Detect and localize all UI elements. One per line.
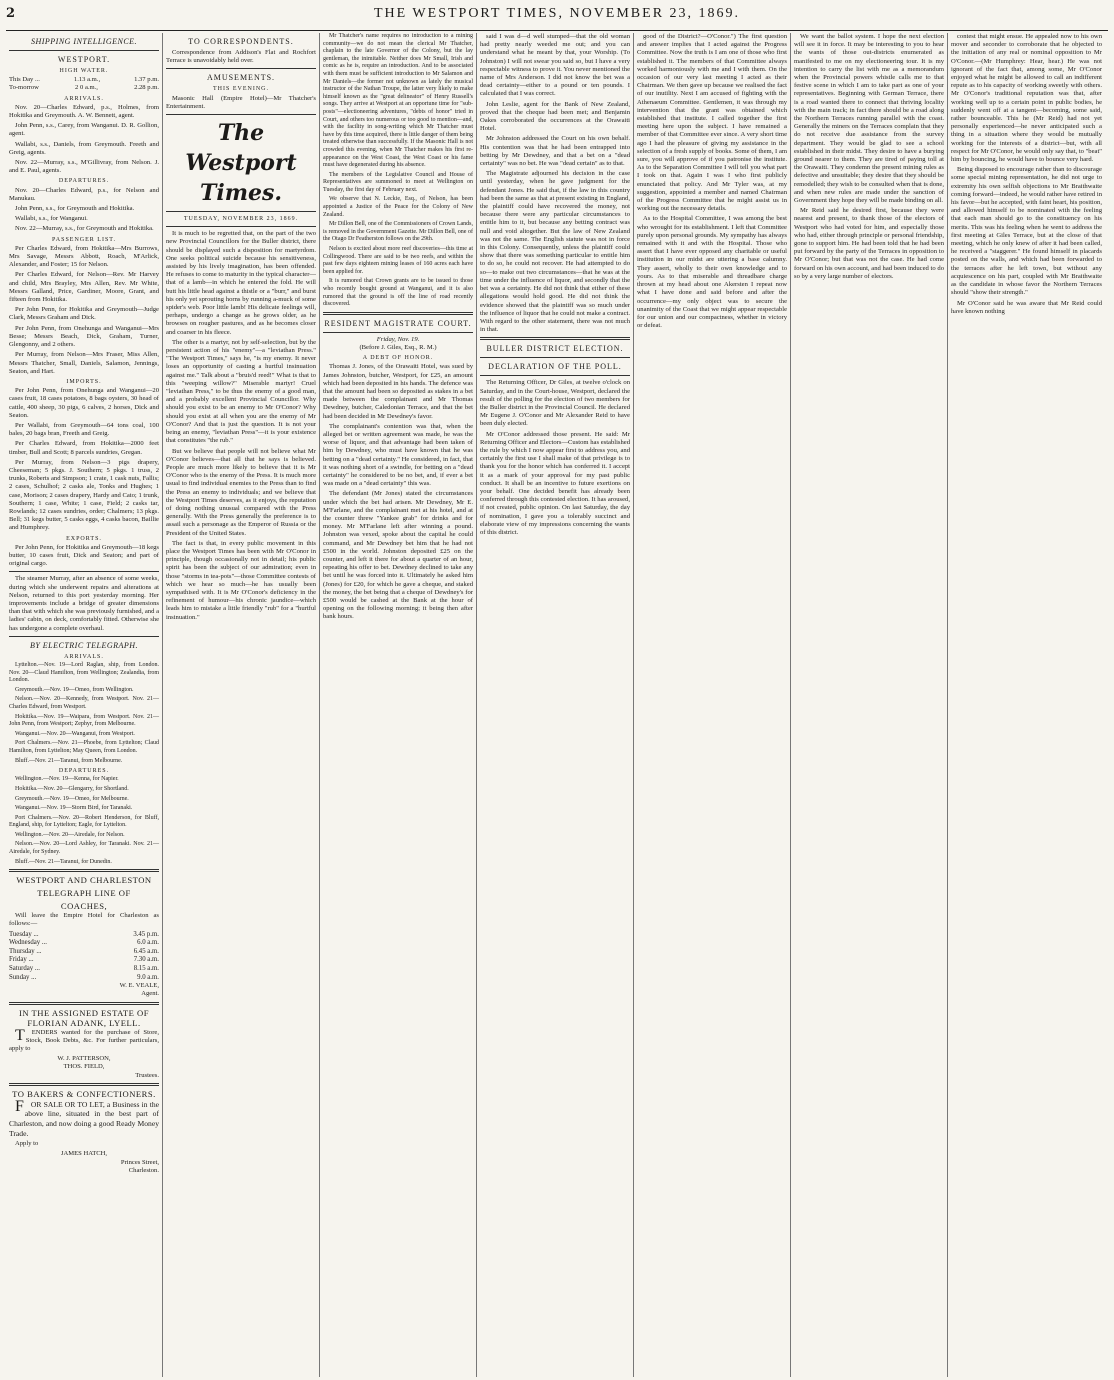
leader-paragraph: It is much to be regretted that, on the part of the two new Provincial Councillors for the Buller district, there should be displayed such a disposition for martyrdom. One seeks political suicide because his sensitiveness, assisted by his lively imagination, has been offended. He refuses to come to maturity in the typical character—that of a lamb—in which he entered the fold. He will butt his little head against a thistle or a "burr," and burst his only yet sprouting horns by running a-muck of some spider's web. Poor little lamb! His delicate feelings will, perhaps, undergo a change as he grows older, as he browses on rougher pastures, and as he becomes closer and coarser in his fleece. (166, 230, 316, 336)
telegraph-departure: Bluff.—Nov. 21—Taranui, for Dunedin. (15, 858, 112, 865)
schedule-row: Thursday ... 6.45 a.m. (9, 947, 159, 955)
telegraph-departure: Port Chalmers.—Nov. 20—Robert Henderson, for Bluff, England, ship, for Lyttelton; Eagle, for Lyttelton. (9, 814, 159, 829)
running-head: THE WESTPORT TIMES, NOVEMBER 23, 1869. (373, 6, 741, 21)
column-5 (634, 33, 791, 1377)
arrival-entry: Nov. 20—Charles Edward, p.s., Holmes, from Hokitika and Greymouth. A. W. Bennett, agent. (9, 103, 159, 120)
column-4 (477, 33, 634, 1377)
amusements-sub: THIS EVENING. (213, 86, 269, 93)
passenger-entry: Per John Penn, from Onehunga and Wanganui—Mrs Besse; Messrs Beach, Dick, Graham, Turner, Glengonny, and 2 others. (9, 324, 159, 349)
arrival-entry: Wallabi, s.s., Daniels, from Greymouth. Freeth and Greig, agents. (9, 140, 159, 156)
telegraph-arrival: Hokitika.—Nov. 19—Waipara, from Westport. Nov. 21—John Penn, from Westport; Zephyr, from Melbourne. (9, 713, 159, 728)
leader-paragraph: The other is a martyr, not by self-selection, but by the persistent action of his "enemy"—a "leviathan Press." "The Westport Times," says he, "is my enemy. It never loses an opportunity of casting a hurtful insinuation against me." Talk about a "bruis'd reed!" What is that to this "weeping willow?" Miserable martyr! Cruel "leviathan Press," to be thus the enemy of a good man, and a probably excellent Provincial Councillor. Why should you exist to be an enemy to Mr O'Conor? Why should you exist at all when you are the enemy of Mr O'Conor? And that is just the question. It is not your being an enemy, "leviathan Press"—it is your existence that constitutes "the rub." (166, 338, 316, 445)
speech-paragraph: Being disposed to encourage rather than to discourage some special mining representation, he did not urge to extremity his own selfish objections to Mr Braithwaite coming forward—indeed, he would rather have retired in his favor—but he accepted, with faint heart, his position, and allowed himself to be nominated with the feeling that each man should go to the constituency on his merits. This was his feeling when he went to address the first meeting at Giles Terrace, but at the close of that meeting, which he only knew of after it had been called, he received a "staggerer." He found himself in placards posted on the walls, and which had been forwarded to the terraces after he left town, but without any acquiescence on his part, coupled with Mr Braithwaite as the candidate in whose favor the Northern Terraces should "show their strength." (951, 166, 1102, 297)
election-subheading: DECLARATION OF THE POLL. (488, 362, 622, 372)
tide-row: This Day ... 1.13 a.m., 1.37 p.m. (9, 76, 159, 84)
import-entry: Per Murray, from Nelson—3 pigs drapery, Cheeseman; 5 pkgs. J. Southern; 5 pkgs. 1 truss, 2 trunks, Roberts and Simpson; 1 crate, 1 cask nuts, Fallis; 2 cases, Schulhof; 2 casks ale, Tonks and Hughes; 1 case, Morison; 2 cases drapery, Hardy and Cato; 1 trunk, Southern; 1 case, White; 1 case, Field; 2 casks tar, Rowlands; 12 cases sundries, order; Chalmers; 13 pkgs. Bell; 31 kegs butter, 5 casks eggs, 4 casks bacon, Baillie and Humphrey. (9, 458, 159, 532)
news-note: Nelson is excited about more reef discoveries—this time at Collingwood. There are said to be two reefs, and within the past few days eighteen mining leases of 160 acres each have been applied for. (323, 246, 473, 275)
report-paragraph: Mr Johnston addressed the Court on his own behalf. His contention was that he had been entrapped into betting by Mr Dewdney, and that a bet on a "dead certainty" was no bet. He was "dead certain" as to that. (480, 135, 630, 168)
speech-paragraph: Mr Reid said he desired first, because they were nearest and present, to thank those of the electors of Westport who had voted for him, and especially those who had, either through principle or personal friendship, gone to support him. He had been told that he had been put forward by the party of the Terraces in opposition to Mr O'Conor; but that was not the case. He had come forward on his own account, and had been induced to do so by a very large number of electors. (794, 207, 944, 280)
leader-paragraph: The fact is that, in every public movement in this place the Westport Times has been with Mr O'Conor in principle, though occasionally not in detail; his public spirit has been the subject of our admiration; even in those "storms in tea-pots"—those Committee contests of which we hear so much—he has usually been sympathised with. It is Mr O'Conor's deficiency in the refinement of humour—his chronic jaundice—which leads him to mistake a little friendly "rub" for a "hurtful insinuation." (166, 539, 316, 621)
estate-ad-signer: W. J. PATTERSON, (57, 1055, 111, 1063)
court-paragraph: The defendant (Mr Jones) stated the circumstances under which the bet had arisen. Mr Dewdney, Mr E. M'Farlane, and the complainant met at his hotel, and at the counter threw "Yankee grab" for drinks and for money. Mr M'Farlane left after winning a pound. Johnston was vexed, spoke about the capital he could command, and Mr Dewdney bet him that he had not £500 in the world. Johnston deposited £25 on the counter, and left it there for about a quarter of an hour, repeating his offer to bet. Dewdney declined to take any bet until he was forced into it. Ultimately he asked him (Jones) for £20, for which he gave a cheque, and staked the money, the bet being that a cheque of Dewdney's for £500 would be cashed at the Bank at the hour of opening on the following morning; it being then after bank hours. (323, 490, 473, 621)
tide-heading: HIGH WATER. (59, 68, 109, 74)
arrivals-heading: ARRIVALS. (64, 95, 104, 102)
election-heading: BULLER DISTRICT ELECTION. (486, 344, 624, 354)
estate-ad-role: Trustees. (135, 1071, 159, 1079)
news-note: Mr Dillon Bell, one of the Commissioners of Crown Lands, is removed in the Government Gazette. Mr Dillon Bell, one of the Otago Dr Featherston follows on the 29th. (323, 221, 473, 243)
tide-row: To-morrow 2 0 a.m., 2.28 p.m. (9, 84, 159, 92)
departures-heading: DEPARTURES. (58, 178, 110, 185)
telegraph-departure: Hokitika.—Nov. 20—Glengarry, for Shortland. (15, 785, 129, 792)
import-entry: Per Charles Edward, from Hokitika—2000 feet timber, Bull and Scott; 8 parcels sundries, Gregan. (9, 440, 159, 456)
news-note: The members of the Legislative Council and House of Representatives are summoned to meet at Wellington on Tuesday, the first day of February next. (323, 171, 473, 193)
column-7 (948, 33, 1105, 1377)
correspondents-heading: TO CORRESPONDENTS. (188, 37, 294, 46)
telegraph-arrival: Port Chalmers.—Nov. 21—Phoebe, from Lyttelton; Claud Hamilton, from Lyttelton; May Queen, from London. (9, 740, 159, 754)
passenger-entry: Per Murray, from Nelson—Mrs Fraser, Miss Allen, Messrs Thatcher, Small, Daniels, Salamon, Jennings, Seaton, and Hart. (9, 351, 159, 375)
page-number: 2 (6, 6, 16, 21)
shipping-notice: The steamer Murray, after an absence of some weeks, during which she underwent repairs and alterations at Nelson, returned to this port yesterday morning. Her improvements include a bridge of greater dimensions than that with which she was previously furnished, and a ladies' cabin, on deck, comfortably fitted. Otherwise she has undergone a complete overhaul. (9, 575, 159, 632)
court-heading: RESIDENT MAGISTRATE COURT. (324, 318, 472, 328)
report-paragraph: The Magistrate adjourned his decision in the case until yesterday, when he gave judgment for the defendant Jones. He said that, if the law in this country had been the same as that at present existing in England, the plaintiff could have recovered the money, not because there were any particular circumstances to entitle him to it, but because any betting contract was null and void altogether. But the law of New Zealand was not the same. The English statute was not in force in this Colony. Consequently, unless the plaintiff could show that there was something particular to entitle him to do so, he could not recover. He had attempted to do so—to make out two circumstances—that he was at the time under the influence of liquor, and secondly that the bet was a certainty. He did not think that either of these allegations would hold good. He did not think the evidence showed that the plaintiff was so much under the influence of liquor that he could not make a contract. With regard to the other statement, there was not much in that. (480, 170, 630, 334)
schedule-row: Wednesday ... 6.0 a.m. (9, 939, 159, 947)
schedule-row: Sunday ... 9.0 a.m. (9, 973, 159, 981)
telegraph-departure: Greymouth.—Nov. 19—Omeo, for Melbourne. (15, 795, 129, 802)
arrival-entry: John Penn, s.s., Carey, from Wanganui. D. R. Gollion, agent. (9, 122, 159, 138)
column-3 (320, 33, 477, 1377)
column-1 (6, 33, 163, 1377)
court-paragraph: Thomas J. Jones, of the Orawaiti Hotel, was sued by James Johnston, butcher, Westport, for £25, an amount which had been deposited in his hands. The defence was that the amount had been so deposited as stakes in a bet made between the complainant and Mr Thomas Dewdney, butcher, Caledonian Terrace, and that the bet had been decided in Mr Dewdney's favor. (323, 363, 473, 420)
passenger-heading: PASSENGER LIST. (51, 236, 116, 243)
column-6 (791, 33, 948, 1377)
telegraph-departures-heading: DEPARTURES. (58, 768, 110, 775)
coach-ad-signature: W. E. VEALE, (119, 982, 159, 990)
departure-entry: Nov. 20—Charles Edward, p.s., for Nelson and Manukau. (9, 186, 159, 202)
dateline: TUESDAY, NOVEMBER 23, 1869. (183, 216, 299, 223)
column-2 (163, 33, 320, 1377)
schedule-row: Saturday ... 8.15 a.m. (9, 965, 159, 973)
telegraph-departure: Nelson.—Nov. 20—Lord Ashley, for Taranaki. Nov. 21—Airedale, for Sydney. (9, 841, 159, 856)
telegraph-arrival: Bluff.—Nov. 21—Taranui, from Melbourne. (15, 757, 123, 764)
report-paragraph: said I was d—d well stumped—that the old woman had pretty nearly weeded me out; and you can understand what he meant by that, your Worship. (To Johnston) I will not swear you said so, but I have a very respectable witness to prove it. You never mentioned the name of Mrs Anderson. I did not know the bet was a dead certainty—either to a pound or ten pounds. I calculated that I was correct. (480, 33, 630, 98)
amusements-heading: AMUSEMENTS. (206, 73, 276, 83)
telegraph-arrival: Wanganui.—Nov. 20—Wanganui, from Westport. (15, 730, 135, 737)
export-entry: Per John Penn, for Hokitika and Greymouth—18 kegs butter, 10 cases fruit, Dick and Seaton; and part of original cargo. (9, 543, 159, 568)
news-note: We observe that N. Leckie, Esq., of Nelson, has been appointed a Justice of the Peace for the Colony of New Zealand. (323, 196, 473, 218)
telegraph-arrival: Greymouth.—Nov. 19—Omeo, from Wellington. (15, 686, 134, 693)
election-paragraph: Mr O'Conor addressed those present. He said: Mr Returning Officer and Electors—Custom has established the rule by which I now appear first to address you, and certainly the first use I shall make of that privilege is to thank you for the honor which has conferred it. I accept it as a mark of your approval for my past public conduct. It shall be an incentive to future exertions on your behalf. One decided benefit has already been conferred through this contested election. It has aroused, if not created, public opinion. On last Saturday, the day of nomination, I gave you a tolerably succinct and elaborate view of my impressions concerning the wants of this district. (480, 430, 630, 536)
passenger-entry: Per Charles Edward, from Hokitika—Mrs Burrows, Mrs Savage, Messrs Abbott, Roach, M'Arlick, Alexander, and Foster; 15 for Nelson. (9, 244, 159, 269)
departure-entry: Wallabi, s.s., for Wanganui. (15, 215, 88, 223)
leader-paragraph: But we believe that people will not believe what Mr O'Conor believes—that all that he says is believed. People are much more likely to believe that it is Mr O'Conor who is the enemy of the Press. It is much more usual to find individual enemies to the Press than to find the Press an enemy to individuals; and we believe that the Westport Times deserves, as it enjoys, the reputation of doing nothing unusual compared with the Press generally. With the Press generally the preference is to assail such a personage as the Emperor of Russia or the President of the United States. (166, 447, 316, 537)
speech-paragraph: As to the Hospital Committee, I was among the best who wrought for its establishment. I left that Committee purely upon personal grounds. My sympathy has always remained with it and with the Hospital. Those who assert that I have ever opposed any charitable or useful institution in our midst are uttering a base calumny. They assert, wholly to their own knowledge and to yours. As to that miserable and threadbare charge thrown at my head about one Akersten I repeat now what I have done and said before and after the occurrence—my only object was to secure the unanimity of the Coast that we might appear respectable for our union and our compactness, whether in victory or defeat. (637, 215, 787, 330)
departure-entry: Nov. 22—Murray, s.s., for Greymouth and Hokitika. (15, 225, 154, 233)
columns (6, 33, 1108, 1377)
telegraph-arrivals-heading: ARRIVALS. (64, 653, 104, 660)
telegraph-departure: Wanganui.—Nov. 19—Storm Bird, for Taranaki. (15, 805, 133, 812)
correspondents-body: Correspondence from Addison's Flat and Rochfort Terrace is unavoidably held over. (166, 49, 316, 65)
speech-paragraph: Mr O'Conor said he was aware that Mr Reid could have known nothing (951, 299, 1102, 315)
arrival-entry: Nov. 22—Murray, s.s., M'Gillivray, from Nelson. J. and E. Paul, agents. (9, 159, 159, 175)
telegraph-heading: BY ELECTRIC TELEGRAPH. (29, 640, 139, 650)
bakers-ad-apply: Apply to (15, 1140, 39, 1148)
telegraph-departure: Wellington.—Nov. 20—Airedale, for Nelson. (15, 831, 125, 838)
import-entry: Per John Penn, from Onehunga and Wanganui—20 cases fruit, 18 cases potatoes, 8 bags oysters, 30 head of cattle, 400 sheep, 30 pigs, 6 calves, 2 horses, Dick and Seaton. (9, 387, 159, 419)
imports-heading: IMPORTS. (66, 378, 102, 385)
news-note: It is rumored that Crown grants are to be issued to those who recently bought ground at Wanganui, and it is also rumored that the ground is off the line of road recently discovered. (323, 278, 473, 308)
bakers-ad-address: Charleston. (128, 1166, 159, 1174)
court-bench: (Before J. Giles, Esq., R. M.) (359, 343, 437, 351)
speech-paragraph: good of the District?—O'Conor.") The first question and answer implies that I acted against the Progress Committee. Now the truth is I am one of those who first established it. The members of that Committee always worked harmoniously with me and I with them. On the occasion of our very last meeting I acted as their Chairman. We then gave up because we realised the fact of our inutility. Next I am accused of fighting with the Athenaeum Committee. Gentlemen, it was through my intervention that the grant was obtained which established that institute. I called together the first meeting here upon the subject. I have remained a member of that Committee ever since. A very short time ago I had the pleasure of giving my assistance in the selection of a fresh supply of books. Some of them, I am sure, you will approve of if you patronise the institute. As to the Separation Committee I will tell you what part I took on that. Again I was I who first publicly enunciated that policy. And Mr Tyler was, at my suggestion, appointed a member and named Chairman of the Progress Committee that he might assist us in working out the necessary details. (637, 33, 787, 213)
coach-ad-role: Agent. (141, 990, 159, 998)
election-paragraph: The Returning Officer, Dr Giles, at twelve o'clock on Saturday, and in the Court-house, Westport, declared the result of the polling for the election of two members for the Buller district in the Provincial Council. He declared Mr Eugene J. O'Conor and Mr Alexander Reid to have been duly elected. (480, 379, 630, 428)
bakers-ad-name: JAMES HATCH, (60, 1150, 108, 1158)
passenger-entry: Per John Penn, for Hokitika and Greymouth—Judge Clark, Messrs Graham and Dick. (9, 306, 159, 322)
telegraph-departure: Wellington.—Nov. 19—Kenna, for Napier. (15, 776, 119, 783)
coach-ad-title-3: COACHES, (60, 901, 108, 912)
news-note: Mr Thatcher's name requires no introduction to a mining community—we do not mean the clerical Mr Thatcher, chaplain to the late Governor of the Colony, but the lay gentleman, the inimitable. Neither does Mr Small, Irish and comic as he is, require an introduction. And to be associated with them must be sufficient introduction to Mr Salamon and Mr Daniels—the former not unknown as lately the musical instructor of the Nathan Troupe, the latter very likely to make himself known as the "great delineator" of Henry Russell's songs. They arrive at Westport at an opportune time for "sub-posts"—electioneering adventures, "debts of honor" tried in Court, and others too numerous or too good to mention—and, with the facility in song-writing which Mr Thatcher must have by this time acquired, there is little danger of them being treated otherwise than successfully. If the Masonic Hall is not crowded this evening, when Mr Thatcher makes his first re-appearance on the West Coast, the West Coast or his fame must have degenerated during his absence. (323, 33, 473, 169)
coach-ad-intro: Will leave the Empire Hotel for Charleston as follows:— (9, 912, 159, 928)
coach-ad-title-2: TELEGRAPH LINE OF (37, 888, 131, 899)
speech-paragraph: We want the ballot system. I hope the next election will see it in force. It may be interesting to you to hear the wants of those out-districts enumerated as manifested to me on my electioneering tour. It is my intention to carry the list with me as a memorandum when the Provincial powers whistle calls me to that festive scene in which I am to take part as one of your representatives. Beginning with German Terrace, there is a road wanted there to connect that thriving locality with the main track; in fact there should be a road along the Northern Terraces running parallel with the coast. Generally the miners on the Terraces complain that they do not receive due assistance from the survey department. They would be glad to see a school established in their midst. They desire to have a burying ground nearer to them. They are tired of paying toll at the Orawaiti. They condemn the present mining rules as defective and unsuitable; they desire that they should be remodelled; they wish to be consulted when that is done, and when new rules are made under the sanction of Government they hope they will be made binding on all. (794, 33, 944, 205)
tide-table (9, 76, 159, 92)
estate-ad-signer: THOS. FIELD, (63, 1063, 105, 1071)
court-paragraph: The complainant's contention was that, when the alleged bet or written agreement was made, he was the worse of liquor, and that advantage had been taken of him by Dewdney, who must have known that he was betting on a "dead certainty." He considered, in fact, that it was nothing short of a swindle, for betting on a "dead certainty" he considered to be no bet, and, if ever a bet was made on a "dead certainty" this was. (323, 422, 473, 488)
amusements-body: Masonic Hall (Empire Hotel)—Mr Thatcher's Entertainment. (166, 94, 316, 110)
estate-ad-title: IN THE ASSIGNED ESTATE OF FLORIAN ADANK, LYELL. (18, 1007, 150, 1028)
court-case-title: A DEBT OF HONOR. (362, 355, 434, 362)
bakers-ad-address: Princes Street, (120, 1158, 159, 1166)
departure-entry: John Penn, s.s., for Greymouth and Hokitika. (15, 205, 135, 213)
court-date: Friday, Nov. 19. (376, 335, 420, 343)
exports-heading: EXPORTS. (66, 535, 102, 542)
shipping-port: WESTPORT. (57, 55, 111, 64)
coach-schedule (9, 931, 159, 983)
bakers-ad-body: FOR SALE OR TO LET, a Business in the above line, situated in the best part of Charleston, and now doing a good Ready Money Trade. (9, 1097, 159, 1138)
schedule-row: Tuesday ... 3.45 p.m. (9, 930, 159, 938)
estate-ad-body: TENDERS wanted for the purchase of Store, Stock, Book Debts, &c. For further particulars, apply to (9, 1026, 159, 1053)
report-paragraph: John Leslie, agent for the Bank of New Zealand, proved that the cheque had been met; and Benjamin Oakes corroborated the occurrences at the Orawaiti Hotel. (480, 100, 630, 133)
bakers-ad-title: TO BAKERS & CONFECTIONERS. (12, 1088, 156, 1099)
coach-ad-title-1: WESTPORT AND CHARLESTON (16, 875, 152, 886)
telegraph-arrival: Lyttelton.—Nov. 19—Lord Raglan, ship, from London. Nov. 20—Claud Hamilton, from Wellington; Zealandia, from London. (9, 662, 159, 684)
shipping-heading: SHIPPING INTELLIGENCE. (30, 37, 138, 46)
import-entry: Per Wallabi, from Greymouth—64 tons coal, 100 bales, 20 bags bran, Freeth and Greig. (9, 421, 159, 438)
schedule-row: Friday ... 7.30 a.m. (9, 956, 159, 964)
speech-paragraph: contest that might ensue. He appealed now to his own mover and seconder to corroborate that he objected to the initiation of any real or nominal opposition to Mr O'Conor.—(Mr Humphrey: Hear, hear.) He was not ignorant of the fact that, among some, Mr O'Conor enjoyed what he might be allowed to call an indifferent repute as to his capacity of working sweetly with others. Mr O'Conor's traditional reputation was that, after working well up to a certain point in public bodies, he suddenly went off at a tangent—becoming, some said, rather bounceable. This he (Mr Reid) had not yet personally experienced—he never anticipated such a thing in a situation where they would be mutually working for the interests of a district—but, with all respect for Mr O'Conor, he would only say that, to "beat" him by bouncing, he would have to bounce very hard. (951, 33, 1102, 164)
nameplate: The Westport Times. (185, 120, 297, 207)
masthead (6, 6, 1108, 31)
passenger-entry: Per Charles Edward, for Nelson—Rev. Mr Harvey and child, Mrs Brayley, Mrs Allen, Rev. Mr White, Messrs Galland, Price, Gardiner, Moore, Grant, and fifteen from Hokitika. (9, 271, 159, 304)
telegraph-arrival: Nelson.—Nov. 20—Kennedy, from Westport. Nov. 21—Charles Edward, from Westport. (9, 696, 159, 710)
